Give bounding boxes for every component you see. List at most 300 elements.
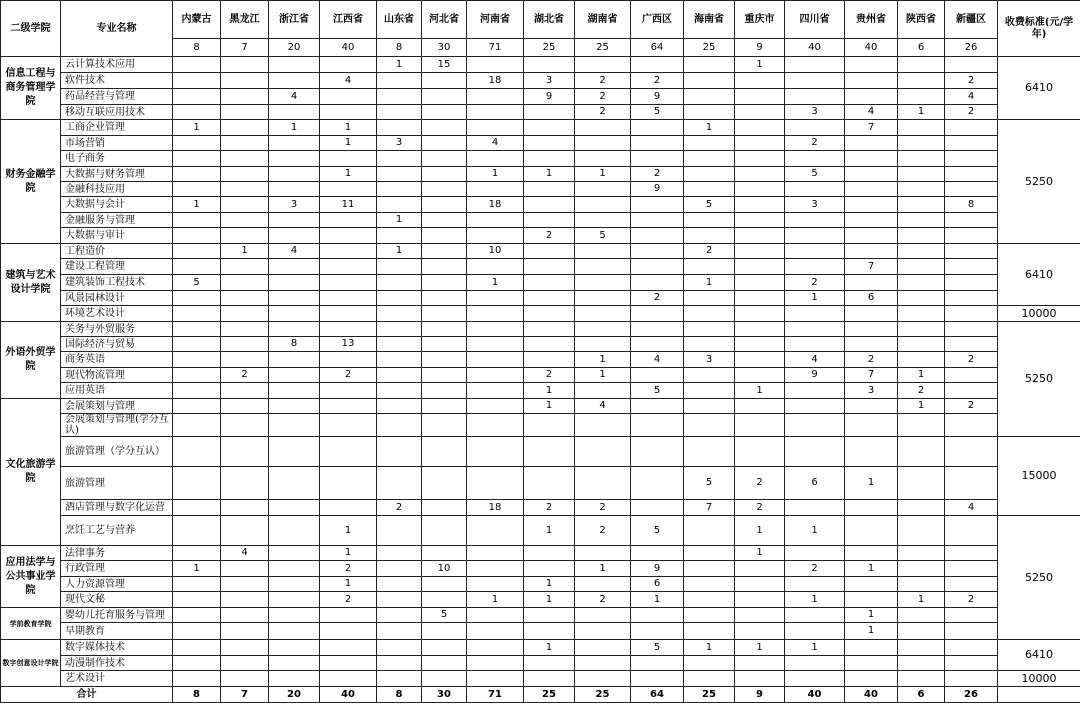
- quota-cell: 1: [735, 57, 785, 73]
- quota-cell: 1: [320, 167, 377, 182]
- quota-cell: [945, 291, 998, 306]
- quota-cell: [785, 244, 845, 259]
- quota-cell: 4: [575, 399, 631, 414]
- college-name: 数字创意设计学院: [1, 640, 61, 687]
- quota-cell: [221, 228, 269, 244]
- quota-cell: [320, 383, 377, 399]
- quota-cell: [221, 640, 269, 656]
- quota-cell: [269, 182, 320, 197]
- quota-cell: [422, 352, 467, 368]
- college-header: 二级学院: [1, 1, 61, 57]
- quota-cell: 5: [173, 275, 221, 291]
- quota-cell: [173, 322, 221, 337]
- quota-cell: [221, 306, 269, 322]
- quota-cell: 1: [845, 561, 898, 577]
- quota-cell: [845, 306, 898, 322]
- quota-cell: [845, 577, 898, 592]
- major-name: 会展策划与管理: [61, 399, 173, 414]
- quota-cell: [524, 151, 575, 167]
- quota-cell: 3: [269, 197, 320, 213]
- quota-cell: [320, 259, 377, 275]
- quota-cell: 1: [173, 120, 221, 136]
- fee-value: 6410: [998, 640, 1080, 671]
- quota-cell: [422, 182, 467, 197]
- quota-cell: [898, 57, 945, 73]
- quota-cell: 2: [945, 105, 998, 120]
- quota-cell: [377, 228, 422, 244]
- table-row: [1, 623, 1080, 640]
- quota-cell: [945, 259, 998, 275]
- quota-cell: [269, 275, 320, 291]
- quota-cell: [631, 136, 684, 151]
- quota-cell: [422, 151, 467, 167]
- quota-cell: [845, 414, 898, 437]
- table-row: [1, 592, 1080, 608]
- quota-cell: 7: [845, 368, 898, 383]
- quota-cell: [898, 437, 945, 467]
- quota-cell: [320, 437, 377, 467]
- quota-cell: [467, 213, 524, 228]
- college-name: 财务金融学院: [1, 120, 61, 244]
- quota-cell: [575, 608, 631, 623]
- quota-cell: [377, 640, 422, 656]
- quota-cell: [173, 213, 221, 228]
- quota-cell: [684, 592, 735, 608]
- quota-cell: [575, 259, 631, 275]
- quota-cell: [575, 467, 631, 500]
- quota-cell: [631, 120, 684, 136]
- quota-cell: 2: [575, 73, 631, 89]
- quota-cell: [575, 383, 631, 399]
- major-name: 关务与外贸服务: [61, 322, 173, 337]
- quota-cell: [845, 213, 898, 228]
- province-quota: 71: [467, 39, 524, 57]
- quota-cell: [422, 383, 467, 399]
- quota-cell: [684, 167, 735, 182]
- quota-cell: [684, 182, 735, 197]
- quota-cell: [631, 623, 684, 640]
- table-row: [1, 656, 1080, 671]
- quota-cell: 1: [575, 167, 631, 182]
- quota-cell: 5: [575, 228, 631, 244]
- quota-cell: [173, 546, 221, 561]
- quota-cell: 2: [845, 352, 898, 368]
- quota-cell: [735, 623, 785, 640]
- province-quota: 30: [422, 39, 467, 57]
- quota-cell: [575, 197, 631, 213]
- quota-cell: [269, 608, 320, 623]
- quota-cell: 1: [377, 213, 422, 228]
- quota-cell: [173, 592, 221, 608]
- quota-cell: [735, 656, 785, 671]
- quota-cell: [524, 467, 575, 500]
- quota-cell: [221, 73, 269, 89]
- quota-cell: [945, 640, 998, 656]
- quota-cell: [221, 592, 269, 608]
- major-name: 工程造价: [61, 244, 173, 259]
- fee-value: 10000: [998, 306, 1080, 322]
- quota-cell: [845, 337, 898, 352]
- quota-cell: [524, 291, 575, 306]
- province-header: 贵州省: [845, 1, 898, 39]
- quota-cell: [377, 306, 422, 322]
- table-row: [1, 414, 1080, 437]
- quota-cell: [269, 228, 320, 244]
- quota-cell: [173, 640, 221, 656]
- quota-cell: [631, 656, 684, 671]
- quota-cell: [173, 306, 221, 322]
- total-cell: 8: [173, 687, 221, 703]
- quota-cell: [320, 399, 377, 414]
- major-name: 国际经济与贸易: [61, 337, 173, 352]
- quota-cell: [575, 671, 631, 687]
- quota-cell: [684, 368, 735, 383]
- quota-cell: 1: [320, 136, 377, 151]
- quota-cell: [173, 608, 221, 623]
- quota-cell: 3: [524, 73, 575, 89]
- quota-cell: 1: [735, 516, 785, 546]
- quota-cell: [422, 244, 467, 259]
- quota-cell: [377, 577, 422, 592]
- quota-cell: [467, 57, 524, 73]
- quota-cell: [377, 623, 422, 640]
- quota-cell: [269, 577, 320, 592]
- quota-cell: [898, 671, 945, 687]
- quota-cell: [467, 259, 524, 275]
- quota-cell: [221, 656, 269, 671]
- quota-cell: 1: [684, 275, 735, 291]
- table-row: [1, 322, 1080, 337]
- quota-cell: [785, 73, 845, 89]
- quota-cell: 2: [575, 89, 631, 105]
- quota-cell: [785, 259, 845, 275]
- quota-cell: [377, 105, 422, 120]
- quota-cell: [422, 656, 467, 671]
- quota-cell: [467, 291, 524, 306]
- quota-cell: [735, 437, 785, 467]
- quota-cell: [785, 306, 845, 322]
- quota-cell: 1: [173, 561, 221, 577]
- quota-cell: [898, 337, 945, 352]
- quota-cell: [631, 197, 684, 213]
- major-name: 婴幼儿托育服务与管理: [61, 608, 173, 623]
- quota-cell: [684, 656, 735, 671]
- quota-cell: 1: [467, 167, 524, 182]
- major-name: 现代物流管理: [61, 368, 173, 383]
- quota-cell: 9: [631, 89, 684, 105]
- quota-cell: [898, 656, 945, 671]
- major-name: 建设工程管理: [61, 259, 173, 275]
- quota-cell: [422, 623, 467, 640]
- quota-cell: [320, 57, 377, 73]
- quota-cell: [735, 73, 785, 89]
- quota-cell: [269, 437, 320, 467]
- quota-cell: [221, 259, 269, 275]
- quota-cell: 4: [631, 352, 684, 368]
- quota-cell: [631, 306, 684, 322]
- quota-cell: [377, 291, 422, 306]
- quota-cell: [422, 399, 467, 414]
- quota-cell: [684, 306, 735, 322]
- quota-cell: [845, 640, 898, 656]
- quota-cell: [221, 671, 269, 687]
- quota-cell: [422, 467, 467, 500]
- quota-cell: [631, 213, 684, 228]
- quota-cell: [945, 437, 998, 467]
- quota-cell: [524, 414, 575, 437]
- quota-cell: [785, 399, 845, 414]
- fee-value: 5250: [998, 120, 1080, 244]
- quota-cell: [845, 197, 898, 213]
- quota-cell: [845, 244, 898, 259]
- quota-cell: [422, 322, 467, 337]
- quota-cell: 1: [785, 291, 845, 306]
- quota-cell: [575, 57, 631, 73]
- quota-cell: 1: [377, 244, 422, 259]
- quota-cell: [898, 414, 945, 437]
- quota-cell: [575, 577, 631, 592]
- quota-cell: 2: [684, 244, 735, 259]
- quota-cell: 1: [467, 592, 524, 608]
- quota-cell: [684, 546, 735, 561]
- quota-cell: 1: [898, 592, 945, 608]
- quota-cell: [898, 120, 945, 136]
- major-name: 人力资源管理: [61, 577, 173, 592]
- quota-cell: 1: [898, 105, 945, 120]
- quota-cell: [945, 57, 998, 73]
- quota-cell: 2: [735, 467, 785, 500]
- quota-cell: [173, 671, 221, 687]
- province-quota: 8: [377, 39, 422, 57]
- table-row: [1, 167, 1080, 182]
- quota-cell: [377, 120, 422, 136]
- quota-cell: [735, 368, 785, 383]
- major-name: 大数据与审计: [61, 228, 173, 244]
- major-name: 金融服务与管理: [61, 213, 173, 228]
- quota-cell: [221, 89, 269, 105]
- quota-cell: 6: [631, 577, 684, 592]
- major-name: 会展策划与管理(学分互认): [61, 414, 173, 437]
- quota-cell: [898, 291, 945, 306]
- table-row: [1, 383, 1080, 399]
- quota-cell: [524, 275, 575, 291]
- quota-cell: [684, 623, 735, 640]
- quota-cell: 1: [898, 399, 945, 414]
- province-quota: 9: [735, 39, 785, 57]
- quota-cell: [221, 213, 269, 228]
- quota-cell: [945, 213, 998, 228]
- quota-cell: [422, 73, 467, 89]
- major-name: 工商企业管理: [61, 120, 173, 136]
- quota-cell: [269, 167, 320, 182]
- quota-cell: [631, 337, 684, 352]
- table-row: [1, 467, 1080, 500]
- quota-cell: [845, 399, 898, 414]
- quota-cell: 2: [320, 561, 377, 577]
- fee-value: 6410: [998, 57, 1080, 120]
- quota-cell: [269, 151, 320, 167]
- quota-cell: 4: [269, 244, 320, 259]
- table-row: [1, 136, 1080, 151]
- quota-cell: [221, 516, 269, 546]
- quota-cell: [845, 546, 898, 561]
- quota-cell: 2: [575, 592, 631, 608]
- table-row: [1, 399, 1080, 414]
- quota-cell: [377, 73, 422, 89]
- quota-cell: [631, 322, 684, 337]
- quota-cell: 18: [467, 197, 524, 213]
- quota-cell: [524, 259, 575, 275]
- quota-cell: [898, 213, 945, 228]
- total-cell: 25: [684, 687, 735, 703]
- quota-cell: 3: [785, 105, 845, 120]
- major-name: 商务英语: [61, 352, 173, 368]
- quota-cell: [467, 399, 524, 414]
- quota-cell: [221, 500, 269, 516]
- table-row: [1, 291, 1080, 306]
- quota-cell: 1: [524, 516, 575, 546]
- quota-cell: [173, 57, 221, 73]
- quota-cell: [422, 197, 467, 213]
- quota-cell: [845, 136, 898, 151]
- quota-cell: [269, 73, 320, 89]
- province-header: 海南省: [684, 1, 735, 39]
- quota-cell: 1: [467, 275, 524, 291]
- quota-cell: 2: [221, 368, 269, 383]
- table-row: [1, 546, 1080, 561]
- quota-cell: [945, 608, 998, 623]
- quota-cell: 9: [631, 182, 684, 197]
- quota-cell: [422, 89, 467, 105]
- quota-cell: [422, 577, 467, 592]
- quota-cell: [735, 105, 785, 120]
- province-quota: 40: [845, 39, 898, 57]
- quota-cell: [785, 437, 845, 467]
- quota-cell: [173, 577, 221, 592]
- quota-cell: [575, 322, 631, 337]
- quota-cell: [898, 352, 945, 368]
- fee-value: 5250: [998, 322, 1080, 437]
- quota-cell: 1: [785, 640, 845, 656]
- quota-cell: [467, 151, 524, 167]
- quota-cell: [684, 437, 735, 467]
- quota-cell: [269, 383, 320, 399]
- quota-cell: [945, 167, 998, 182]
- quota-cell: [575, 623, 631, 640]
- quota-cell: [269, 57, 320, 73]
- quota-cell: 2: [785, 136, 845, 151]
- quota-cell: [631, 414, 684, 437]
- quota-cell: [945, 337, 998, 352]
- quota-cell: [524, 322, 575, 337]
- quota-cell: [575, 414, 631, 437]
- quota-cell: [735, 577, 785, 592]
- quota-cell: [735, 352, 785, 368]
- quota-cell: [631, 467, 684, 500]
- quota-cell: 1: [524, 383, 575, 399]
- table-row: [1, 306, 1080, 322]
- quota-cell: [684, 73, 735, 89]
- quota-cell: [173, 73, 221, 89]
- quota-cell: 2: [631, 167, 684, 182]
- quota-cell: [377, 561, 422, 577]
- quota-cell: 15: [422, 57, 467, 73]
- quota-cell: [173, 623, 221, 640]
- quota-cell: [945, 414, 998, 437]
- major-name: 烹饪工艺与营养: [61, 516, 173, 546]
- quota-cell: [898, 306, 945, 322]
- major-name: 环境艺术设计: [61, 306, 173, 322]
- major-name: 建筑装饰工程技术: [61, 275, 173, 291]
- quota-cell: [320, 640, 377, 656]
- quota-cell: 4: [320, 73, 377, 89]
- quota-cell: 7: [845, 259, 898, 275]
- quota-cell: 1: [221, 244, 269, 259]
- table-row: [1, 640, 1080, 656]
- quota-cell: [269, 399, 320, 414]
- quota-cell: 10: [422, 561, 467, 577]
- quota-cell: [845, 275, 898, 291]
- quota-cell: 2: [631, 73, 684, 89]
- province-header: 河北省: [422, 1, 467, 39]
- quota-cell: [467, 182, 524, 197]
- quota-cell: [845, 57, 898, 73]
- quota-cell: [845, 73, 898, 89]
- province-header: 陕西省: [898, 1, 945, 39]
- quota-cell: [631, 608, 684, 623]
- quota-cell: 8: [269, 337, 320, 352]
- quota-cell: [524, 120, 575, 136]
- quota-cell: [735, 167, 785, 182]
- quota-cell: 3: [684, 352, 735, 368]
- quota-cell: [422, 546, 467, 561]
- quota-cell: 1: [173, 197, 221, 213]
- table-row: [1, 437, 1080, 467]
- quota-cell: [524, 337, 575, 352]
- quota-cell: 1: [845, 623, 898, 640]
- total-cell: 40: [785, 687, 845, 703]
- quota-cell: [684, 89, 735, 105]
- quota-cell: [320, 275, 377, 291]
- quota-cell: [269, 671, 320, 687]
- quota-cell: 2: [785, 561, 845, 577]
- quota-cell: 2: [785, 275, 845, 291]
- quota-cell: [524, 623, 575, 640]
- province-header: 新疆区: [945, 1, 998, 39]
- major-name: 行政管理: [61, 561, 173, 577]
- quota-cell: [467, 561, 524, 577]
- quota-cell: [320, 105, 377, 120]
- college-name: 文化旅游学院: [1, 399, 61, 546]
- quota-cell: 2: [735, 500, 785, 516]
- quota-cell: [898, 228, 945, 244]
- quota-cell: [467, 337, 524, 352]
- quota-cell: [575, 275, 631, 291]
- fee-value: 5250: [998, 516, 1080, 640]
- table-row: [1, 516, 1080, 546]
- fee-value: 10000: [998, 671, 1080, 687]
- quota-cell: 8: [945, 197, 998, 213]
- quota-cell: [735, 259, 785, 275]
- quota-cell: [173, 414, 221, 437]
- table-row: [1, 228, 1080, 244]
- quota-cell: [898, 623, 945, 640]
- totals-fee-empty: [998, 687, 1080, 703]
- quota-cell: [898, 322, 945, 337]
- quota-cell: [173, 105, 221, 120]
- province-quota: 25: [684, 39, 735, 57]
- college-name: 应用法学与公共事业学院: [1, 546, 61, 608]
